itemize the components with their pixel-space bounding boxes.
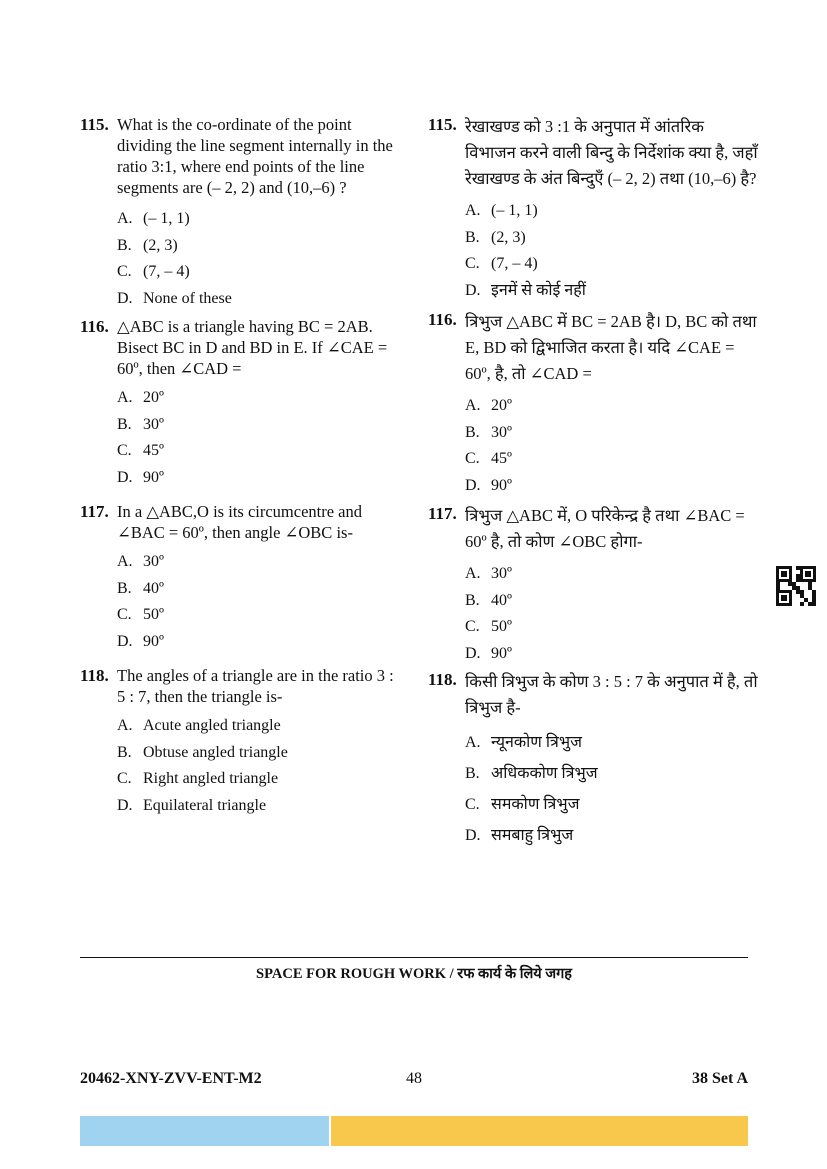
option-key: D. (465, 827, 481, 844)
rough-work-label: SPACE FOR ROUGH WORK / रफ कार्य के लिये जगह (256, 966, 572, 982)
question-115-hindi (428, 114, 758, 304)
option-key: A. (465, 397, 481, 414)
options-list (465, 393, 758, 499)
option-text: None of these (143, 289, 232, 307)
option-key: D. (117, 468, 133, 486)
option-text: Right angled triangle (143, 770, 279, 787)
option-a (465, 727, 758, 758)
option-key: B. (117, 415, 132, 433)
option-key: C. (465, 796, 480, 813)
option-text: (– 1, 1) (491, 202, 538, 219)
option-text: 90º (491, 476, 512, 494)
option-text: 90º (491, 644, 512, 662)
rough-work-divider (80, 957, 748, 958)
option-key: A. (117, 553, 133, 570)
option-d (465, 641, 758, 668)
question-text: त्रिभुज △ABC में, O परिकेन्द्र है तथा ∠BAC = 60º है, तो कोण ∠OBC होगा- (465, 506, 745, 551)
option-text: (2, 3) (143, 236, 178, 254)
question-number: 117. (428, 504, 457, 523)
option-text: 50º (491, 618, 512, 635)
option-text: 30º (491, 565, 512, 582)
question-number: 116. (80, 317, 109, 336)
question-text: What is the co-ordinate of the point dividing the line segment internally in the ratio 3:1, where end points of the line segments are (– 2, 2) and (10,–6) ? (117, 115, 393, 197)
option-a (465, 393, 758, 420)
option-key: A. (465, 734, 481, 751)
options-list (117, 549, 405, 655)
option-d (117, 629, 405, 656)
options-list (465, 198, 758, 304)
question-116-hindi (428, 309, 758, 499)
footer-band-blue (80, 1116, 329, 1146)
option-text: (7, – 4) (491, 255, 538, 272)
option-d (117, 465, 405, 492)
question-text: किसी त्रिभुज के कोण 3 : 5 : 7 के अनुपात में है, तो त्रिभुज है- (465, 672, 758, 717)
option-key: A. (465, 565, 481, 582)
question-number: 118. (80, 666, 109, 685)
option-a (465, 198, 758, 225)
option-d (465, 278, 758, 305)
option-key: D. (117, 632, 133, 650)
question-117-hindi (428, 503, 758, 667)
option-a (465, 561, 758, 588)
option-text: इनमें से कोई नहीं (491, 281, 586, 299)
question-115-english (80, 114, 405, 312)
option-key: C. (117, 263, 132, 280)
option-key: B. (465, 228, 480, 246)
option-c (117, 438, 405, 465)
option-d (465, 820, 758, 851)
options-list (117, 385, 405, 491)
option-key: C. (465, 255, 480, 272)
option-text: समकोण त्रिभुज (491, 796, 580, 813)
paper-code: 20462-XNY-ZVV-ENT-M2 (80, 1070, 262, 1087)
option-b (117, 233, 405, 260)
option-text: 30º (143, 415, 164, 433)
option-key: C. (117, 770, 132, 787)
option-text: समबाहु त्रिभुज (491, 827, 574, 844)
options-list (465, 561, 758, 667)
option-text: (– 1, 1) (143, 210, 190, 227)
options-list (117, 206, 405, 312)
question-text: △ABC is a triangle having BC = 2AB. Bisect BC in D and BD in E. If ∠CAE = 60º, then ∠CAD = (117, 317, 388, 378)
question-number: 115. (428, 115, 457, 134)
option-text: (7, – 4) (143, 263, 190, 280)
option-d (117, 286, 405, 313)
question-117-english (80, 501, 405, 655)
option-key: B. (465, 765, 480, 782)
option-text: अधिककोण त्रिभुज (491, 765, 598, 782)
question-118-hindi (428, 669, 758, 851)
option-c (465, 446, 758, 473)
option-text: 90º (143, 632, 164, 650)
option-c (117, 259, 405, 286)
option-text: 20º (491, 397, 512, 414)
option-key: D. (465, 476, 481, 494)
question-text: रेखाखण्ड को 3 :1 के अनुपात में आंतरिक विभाजन करने वाली बिन्दु के निर्देशांक क्या है, जहाँ रेखाखण्ड के अंत बिन्दुएँ (– 2, 2) तथा (10,–6) है? (465, 117, 758, 188)
option-text: Equilateral triangle (143, 796, 267, 814)
question-118-english (80, 665, 405, 819)
option-c (117, 766, 405, 793)
option-c (117, 602, 405, 629)
question-number: 115. (80, 115, 109, 134)
option-a (117, 713, 405, 740)
option-c (465, 789, 758, 820)
english-column (80, 114, 405, 819)
option-key: C. (117, 606, 132, 623)
option-text: (2, 3) (491, 228, 526, 246)
option-key: B. (117, 743, 132, 761)
option-key: D. (117, 796, 133, 814)
question-text: In a △ABC,O is its circumcentre and ∠BAC = 60º, then angle ∠OBC is- (117, 502, 363, 542)
option-key: A. (117, 717, 133, 734)
option-text: Acute angled triangle (143, 717, 281, 734)
option-text: 30º (491, 423, 512, 441)
options-list (117, 713, 405, 819)
qr-code-icon (776, 566, 816, 606)
option-key: D. (465, 644, 481, 662)
set-label: 38 Set A (692, 1070, 748, 1087)
option-key: C. (465, 450, 480, 467)
option-b (465, 588, 758, 615)
option-c (465, 251, 758, 278)
option-text: 90º (143, 468, 164, 486)
option-d (117, 793, 405, 820)
option-key: B. (465, 423, 480, 441)
option-text: न्यूनकोण त्रिभुज (491, 734, 582, 751)
option-key: D. (117, 289, 133, 307)
question-number: 117. (80, 502, 109, 521)
options-list (465, 727, 758, 851)
question-116-english (80, 316, 405, 491)
question-text: त्रिभुज △ABC में BC = 2AB है। D, BC को तथा E, BD को द्विभाजित करता है। यदि ∠CAE = 60º, है, तो ∠CAD = (465, 312, 757, 383)
option-b (465, 758, 758, 789)
question-number: 116. (428, 310, 457, 329)
page-number: 48 (406, 1070, 422, 1087)
option-text: 30º (143, 553, 164, 570)
option-d (465, 473, 758, 500)
option-b (117, 576, 405, 603)
footer-band-yellow (331, 1116, 748, 1146)
option-a (117, 385, 405, 412)
option-text: 50º (143, 606, 164, 623)
option-a (117, 206, 405, 233)
option-text: Obtuse angled triangle (143, 743, 288, 761)
option-b (117, 740, 405, 767)
page-footer (80, 1070, 748, 1092)
option-b (465, 420, 758, 447)
hindi-column (428, 114, 758, 851)
option-key: A. (117, 210, 133, 227)
option-b (117, 412, 405, 439)
option-text: 40º (491, 591, 512, 609)
option-key: A. (465, 202, 481, 219)
option-text: 45º (143, 442, 164, 459)
option-a (117, 549, 405, 576)
option-text: 40º (143, 579, 164, 597)
option-key: B. (117, 236, 132, 254)
option-key: B. (465, 591, 480, 609)
option-key: B. (117, 579, 132, 597)
option-key: D. (465, 281, 481, 299)
option-text: 45º (491, 450, 512, 467)
option-b (465, 225, 758, 252)
option-key: C. (465, 618, 480, 635)
question-number: 118. (428, 670, 457, 689)
option-text: 20º (143, 389, 164, 406)
option-c (465, 614, 758, 641)
question-text: The angles of a triangle are in the ratio 3 : 5 : 7, then the triangle is- (117, 666, 394, 706)
option-key: C. (117, 442, 132, 459)
option-key: A. (117, 389, 133, 406)
